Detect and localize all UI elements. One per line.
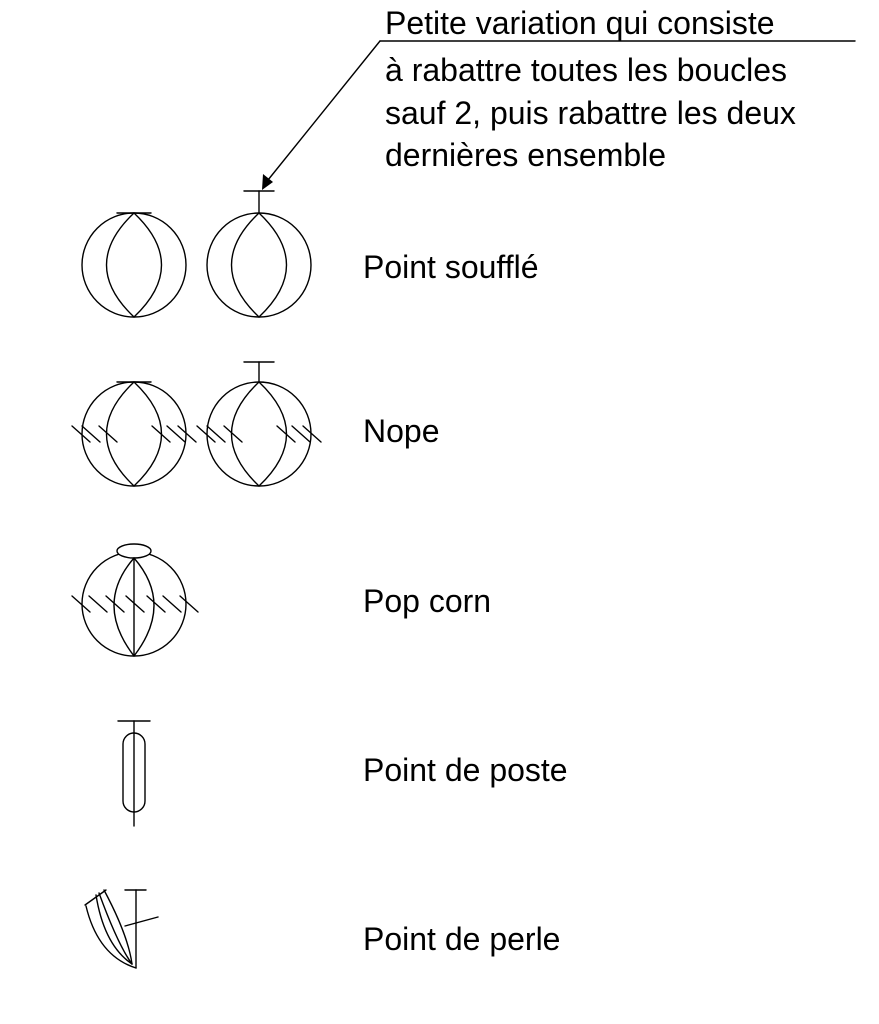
nope-symbol-left [72, 382, 196, 486]
symbol-point-de-perle [85, 890, 158, 968]
label-point-souffle: Point soufflé [363, 249, 539, 285]
annotation-leader-line [268, 41, 380, 180]
symbol-nope [72, 362, 321, 486]
point-souffle-symbol-right [207, 191, 311, 317]
symbol-point-souffle [82, 191, 311, 317]
point-souffle-symbol-left [82, 213, 186, 317]
annotation-line-1: Petite variation qui consiste [385, 5, 775, 41]
label-point-de-perle: Point de perle [363, 921, 561, 957]
symbol-pop-corn [72, 544, 198, 656]
label-pop-corn: Pop corn [363, 583, 492, 619]
label-nope: Nope [363, 413, 440, 449]
nope-symbol-right [197, 362, 321, 486]
annotation-line-4: dernières ensemble [385, 137, 667, 173]
annotation-line-3: sauf 2, puis rabattre les deux [385, 95, 796, 131]
label-point-de-poste: Point de poste [363, 752, 568, 788]
symbol-point-de-poste [118, 721, 150, 826]
annotation-line-2: à rabattre toutes les boucles [385, 52, 788, 88]
annotation [262, 5, 855, 190]
